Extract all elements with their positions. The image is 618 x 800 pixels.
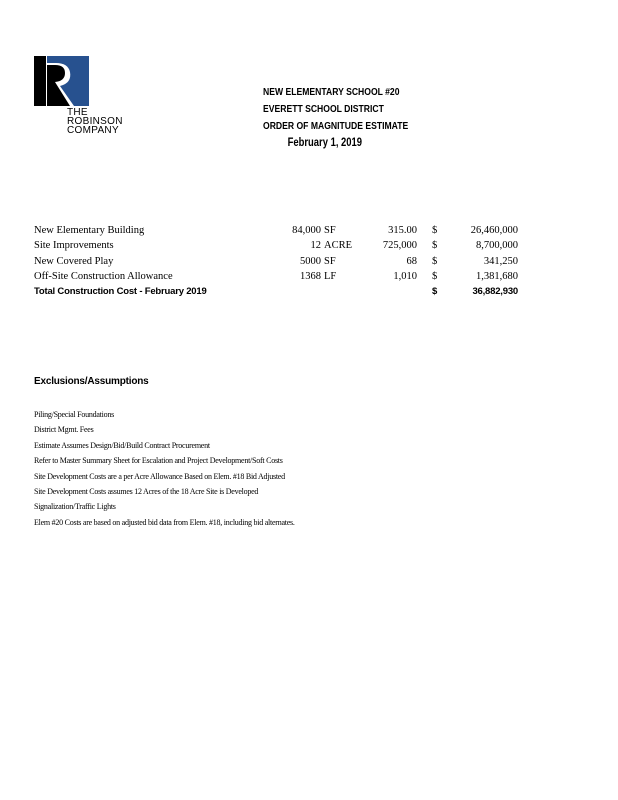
list-item: Site Development Costs are a per Acre Allowance Based on Elem. #18 Bid Adjusted	[34, 471, 285, 481]
item-description: New Elementary Building	[34, 225, 145, 236]
total-label: Total Construction Cost - February 2019	[34, 286, 207, 298]
currency-symbol: $	[432, 255, 438, 267]
item-unit: ACRE	[324, 240, 353, 252]
item-unit: SF	[324, 225, 336, 236]
logo-line: COMPANY	[67, 125, 119, 136]
project-title: NEW ELEMENTARY SCHOOL #20	[263, 86, 400, 98]
exclusions-heading: Exclusions/Assumptions	[34, 376, 149, 387]
table-row	[34, 238, 554, 253]
item-unit-rate: 725,000	[382, 240, 417, 252]
item-amount: 26,460,000	[470, 225, 518, 236]
item-description: Site Improvements	[34, 240, 114, 252]
item-unit: LF	[324, 270, 337, 282]
list-item: Site Development Costs assumes 12 Acres of the 18 Acre Site is Developed	[34, 486, 259, 496]
currency-symbol: $	[432, 240, 438, 252]
list-item: District Mgmt. Fees	[34, 425, 94, 435]
item-unit: SF	[324, 255, 336, 267]
list-item: Refer to Master Summary Sheet for Escalation and Project Development/Soft Costs	[34, 456, 283, 466]
table-row	[34, 269, 554, 284]
district-name: EVERETT SCHOOL DISTRICT	[263, 103, 384, 115]
item-quantity: 12	[310, 240, 321, 252]
table-row	[34, 223, 554, 238]
list-item: Signalization/Traffic Lights	[34, 502, 116, 512]
estimate-date: February 1, 2019	[287, 137, 363, 149]
item-quantity: 5000	[300, 255, 321, 267]
company-logo	[34, 56, 144, 146]
item-description: Off-Site Construction Allowance	[34, 270, 173, 282]
list-item: Estimate Assumes Design/Bid/Build Contract Procurement	[34, 440, 210, 450]
currency-symbol: $	[432, 286, 438, 298]
item-amount: 1,381,680	[476, 270, 518, 282]
logo-line: ROBINSON	[67, 116, 123, 127]
logo-wordmark	[67, 108, 157, 135]
item-amount: 8,700,000	[476, 240, 518, 252]
item-unit-rate: 68	[406, 255, 417, 267]
estimate-type: ORDER OF MAGNITUDE ESTIMATE	[263, 120, 409, 132]
exclusions-list	[34, 407, 295, 530]
item-amount: 341,250	[483, 255, 518, 267]
list-item: Piling/Special Foundations	[34, 410, 114, 419]
robinson-company-logo-icon	[34, 56, 89, 106]
item-quantity: 1368	[300, 270, 321, 282]
currency-symbol: $	[432, 225, 438, 236]
total-row	[34, 284, 554, 299]
item-description: New Covered Play	[34, 255, 114, 267]
item-quantity: 84,000	[292, 225, 321, 236]
total-amount: 36,882,930	[472, 286, 518, 298]
document-header	[263, 84, 408, 152]
table-row	[34, 254, 554, 269]
list-item: Elem #20 Costs are based on adjusted bid data from Elem. #18, including bid alternates.	[34, 517, 295, 527]
item-unit-rate: 315.00	[388, 225, 417, 236]
logo-line: THE	[67, 107, 88, 118]
currency-symbol: $	[432, 270, 438, 282]
cost-estimate-table	[34, 223, 554, 299]
item-unit-rate: 1,010	[393, 270, 417, 282]
